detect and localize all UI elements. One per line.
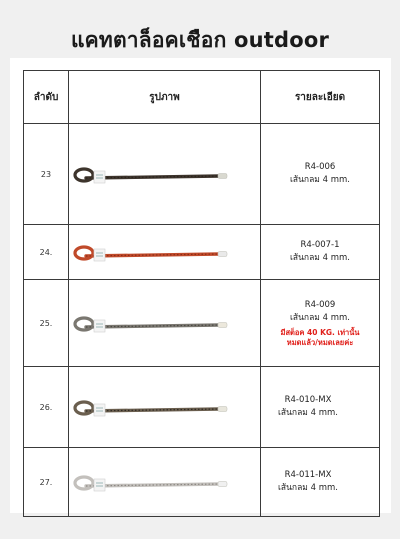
- rope-image: [70, 387, 260, 427]
- table-header-row: [24, 71, 380, 124]
- rope-image-cell: [69, 124, 261, 225]
- detail-block: [278, 469, 338, 495]
- rope-image: [70, 232, 260, 272]
- row-number: 26.: [24, 367, 69, 448]
- detail-cell: [261, 225, 380, 280]
- row-number: 25.: [24, 280, 69, 367]
- header-order: ลำดับ: [24, 71, 69, 124]
- table-row: [24, 367, 380, 448]
- detail-block: [278, 394, 338, 420]
- rope-image-cell: [69, 448, 261, 517]
- product-code: R4-011-MX: [284, 470, 332, 480]
- detail-cell: [261, 280, 380, 367]
- rope-image-cell: [69, 367, 261, 448]
- rope-image: [70, 303, 260, 343]
- product-desc: เส้นกลม 4 mm.: [278, 408, 338, 418]
- row-number: 23: [24, 124, 69, 225]
- product-desc: เส้นกลม 4 mm.: [278, 483, 338, 493]
- header-image: รูปภาพ: [69, 71, 261, 124]
- catalog-table: [23, 70, 380, 517]
- rope-image: [70, 154, 260, 194]
- table-row: [24, 280, 380, 367]
- table-row: [24, 448, 380, 517]
- detail-cell: [261, 367, 380, 448]
- sold-out-note: หมดแล้ว/หมดเลยค่ะ: [286, 337, 354, 347]
- rope-image-cell: [69, 280, 261, 367]
- product-code: R4-009: [304, 299, 336, 310]
- product-desc: เส้นกลม 4 mm.: [290, 253, 350, 263]
- product-desc: เส้นกลม 4 mm.: [290, 312, 350, 323]
- table-row: [24, 225, 380, 280]
- detail-cell: [261, 448, 380, 517]
- header-detail: รายละเอียด: [261, 71, 380, 124]
- product-desc: เส้นกลม 4 mm.: [290, 175, 350, 185]
- page-title: แคทตาล็อคเชือก outdoor: [70, 28, 330, 52]
- rope-image: [70, 462, 260, 502]
- detail-cell: [261, 124, 380, 225]
- row-number: 24.: [24, 225, 69, 280]
- stock-note: มีสต็อค 40 KG. เท่านั้น: [280, 327, 360, 337]
- product-code: R4-010-MX: [284, 395, 332, 405]
- product-code: R4-007-1: [300, 240, 340, 250]
- table-row: [24, 124, 380, 225]
- product-code: R4-006: [304, 162, 336, 172]
- row-number: 27.: [24, 448, 69, 517]
- rope-image-cell: [69, 225, 261, 280]
